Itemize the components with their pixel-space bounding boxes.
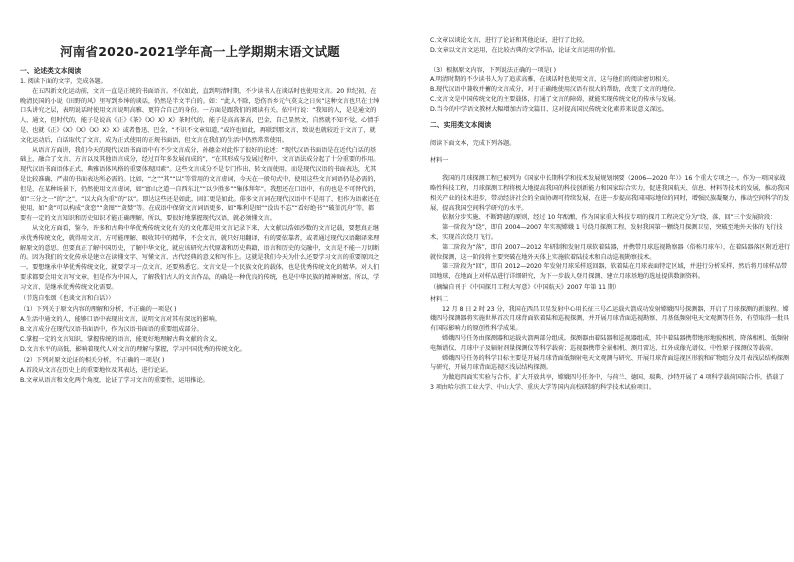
question-2: （2）下列对原文论证的相关分析，不正确的一项是( ) <box>20 357 165 365</box>
material-1-paragraph-5: 第三阶段为“回”，即自 2012—2020 年发射月球采样返回器，软着陆在月球表面特定区域，并进行分析采样，然后将月球样品带回地球，在地面上对样品进行详细研究，为下一步载人登月探测、建立月球基地的选址提供数据资料。 <box>430 263 788 281</box>
material-2-paragraph-3: 嫦娥四号任务的科学目标主要是开展月球背面低频射电天文观测与研究、开展月球背面巡视区形貌和矿物组分及月表浅层结构探测与研究，开展月球背面巡视区浅层结构探测。 <box>430 354 789 372</box>
left-column <box>20 0 380 562</box>
material-1-source: （摘编自刊于《中国探月工程大写意》《中国航天》2007 年第 11 期） <box>430 283 620 291</box>
passage-paragraph-3: 从文化方面看，鉴今，许多和古典中华优秀传统文化有关的文化都是用文言记录下来，大文献以浩如沙数的文言记载，要想真正继承优秀传统文化，就得用文言，方可能理解、吸收其中的精华，不会文言，就只好用翻译，有的要依靠者，或者通过现代汉语翻译来理解原文的意思。但要真正了解中国历史，了解中华文化，就应该研究古代原著和历史典籍，语言和历史的交融中，文言是不能一刀切断的。因为我们的文化传承是建立在读懂文字、写懂文言、古代经典的意义和写作上。这就是我们今天为什么还要学习文言的重要原因之一。要想继承中华优秀传统文化，就要学习一点文言，还要熟悉它。文言文是一个民族文化的载体，也是优秀传统文化的精华。对人们要求都要会用文言写文章，但是作为中国人，了解我们古人的文言作品，的确是一种优良的传统，也是中华民族的精神财富。所以，学习文言，是继承优秀传统文化需要。 <box>20 224 380 291</box>
question-1-option-c: C.掌握一定的文言知识，掌握传统的语言，能更好地理解古典文献的含义。 <box>20 335 221 343</box>
passage-paragraph-2: 从语言方面讲，我们今天的现代汉语书面语中有不少文言成分，孙德金对此作了很好的论述：“现代汉语书面语是在近代白话的基础上，融合了文言、方言以及其他语言成分，经过百年多发展而成的”，“在其形成与发展过程中，文言语法成分起了十分重要的作用。现代汉语书面语体正式、典雅语体风格的重要体现因素”。这些文言成分不是专门作出，转文而使用，而是现代汉语的书面表达，尤其是比较准确、严肃的书面表达所必需的。比如，“之”“其”“以”等常用的文言虚词，今天在一般句式中，使用这些文言词语仍是必需的，但是，在某种场景下，仍然使用文言虚词，如“富山之道一自西东北”“以少胜多”“集体拜年”。我想还在口语中，有的也是不可替代的，如“三分之一”的“之”，“以大向为重”的“以”。即达这些还是如此，固汇更是如此。俳多文言词在现代汉语中不是用了，但作为语素还在使用，如“贪”可以构成“贪恋”“贪图”“贪婪”等。在成语中保留文言词语更多，如“唯利是图”“没齿不忘”“看好绝书”“破釜沉舟”等，都要有一定的文言知识和历史知识才能正确理解。所以，要很好地掌握现代汉语，就必须懂文言。 <box>20 146 380 223</box>
question-3-option-b: B.现代汉语中兼收并蓄的文言成分，对于正确地使用汉语有很大的帮助，改变了文言的地位。 <box>430 86 680 94</box>
question-1-option-d: D.文言水平的高低，影响着现代人对文言的理解与掌握，学习中国优秀的传统文化。 <box>20 345 246 353</box>
question-2-option-c: C.文章以谈论文言，进行了论证和其他论证，进行了比较。 <box>430 37 589 44</box>
material-2-paragraph-1: 12 月 8 日 2 时 23 分，我国在西昌卫星发射中心用长征三号乙运载火箭成功发射嫦娥四号探测器，开启了月球探测的新旅程。嫦娥四号探测器将实施世界首次月球背面软着陆和巡视探测，并开展月球背面巡视勘察、月基低频射电天文观测等任务，有望取得一批具有国际影响力的原创性科学成果。 <box>430 305 790 333</box>
question-1: （1）下列关于原文内容的理解和分析，不正确的一项是( ) <box>20 306 177 314</box>
page-title: 河南省2020-2021学年高一上学期期末语文试题 <box>60 44 340 59</box>
source-citation: （节选自张颂《也谈文言和白话》） <box>20 294 115 302</box>
material-2-paragraph-2: 嫦娥四号任务由探测器和运载火箭两部分组成。探测器由着陆器和巡视器组成，其中着陆器携带地形地貌相机、降落相机、低频射电频谱仪、月球中子及辐射剂量探测仪等科学载荷；巡视器携带全景相机、测月雷达、红外成像光谱仪、中性原子探测仪等载荷。 <box>430 334 789 352</box>
question-2-option-d: D.文章以文言文运用，在比较古典的文学作品，论证文言运用的价值。 <box>430 46 620 54</box>
material-2-paragraph-4: 为做追四面实实验与合作，扩大开放共享，嫦娥四号任务中，与荷兰、德国、瑞典、沙特开展了 4 项科学载荷国际合作，搭载了 3 项由哈尔滨工业大学、中山大学、重庆大学等国内高校研制的科学技术试验项目。 <box>430 374 785 391</box>
material-1-paragraph-1: 我国的月球探测工程已被列为《国家中长期科学和技术发展规划纲要（2006—2020 年）》16 个重大专项之一。作为一项国家战略性科技工程，月球探测工程将极大地提高我国的科技创新能力和国家综合实力，促进我国航天、信息、材料等技术的发展，推动我国相关产业的技术进步，带动经济社会的全面协调可持续发展，在进一步提高我国国际地位的同时，增强民族凝聚力，推动空间科学的发展，提高我国空间科学研究的水平。 <box>430 175 790 212</box>
question-3-option-a: A.明清时期的不少读书人为了追求高雅，在谈话时也使用文言，这与他们的阅读密切相关。 <box>430 76 674 84</box>
question-2-option-b: B.文章从语言和文化两个角度，论证了学习文言的重要性，运用推论。 <box>20 376 209 384</box>
question-1-option-a: A.生活中通文的人，能够口语中表现出文言，说明文言对其有深远的影响。 <box>20 316 221 324</box>
question-3: （3）根据原文内容，下列说法正确的一项是( ) <box>430 66 556 74</box>
question-3-option-d: D.当今的中学语文教材大幅增加古诗文篇目，这对提高国民传统文化素养来说意义深远。 <box>430 105 668 113</box>
passage-paragraph-1: 在五四新文化运动前，文言一直是正统的书面语言。不仅如此，直到明清时期，不少读书人在谈话时也使用文言。20 世纪初，在晚清民国的小说《田野的风》里写到乡绅的谈话，仍然是半文半白的。如：“此人不除，恐伤吾乡元气莫支之日矣”这种文言也只在士绅口头讲究之层，表明说话时使用文言说明高雅、更符合自己的身份。一方面是跟我们的阅读有关。依中行说：“我知的人，是是通文的人，通文，但时代的，能子是说高《正》《茶》《X》X》X》茶时代的，能子是高高茶高，巴金，自己显然文，自然就不知不觉，心情手是，也就《正》《X》《X》《X》X》X》或者鲁迅、巴金，“不识不文章知道，”或许也如此，再联到那文言，致说也就较近于文言了，就文化运动后，白话取代了文言，成为正式使用的正规书面语，但文言在我们的生活中仍然常常使用。 <box>20 87 380 144</box>
material-1-paragraph-2: 依据分步实施、不断跨越的原则，经过 10 年酝酿，作为国家重大科技专项的探月工程决定分为“绕、落、回”三个发展阶段： <box>442 214 777 222</box>
material-1-paragraph-3: 第一阶段为“绕”，即自 2004—2007 年实现嫦娥 1 号绕月探测工程，发射我国第一颗绕月探测卫星，突破至地外天体的飞行技术，实现首次绕月飞行。 <box>430 224 783 241</box>
section-heading-1: 一、论述类文本阅读 <box>20 67 82 75</box>
section-heading-2: 二、实用类文本阅读 <box>430 120 492 129</box>
section-2-instruction: 阅读下面文本，完成下列各题。 <box>430 139 516 147</box>
question-2-option-a: A.首段从文言在历史上的重要地位及其表达，进行论证。 <box>20 367 172 375</box>
question-1-option-b: B.文言成分在现代汉语书面语中，作为汉语书面语的重要组成部分。 <box>20 325 203 333</box>
question-instruction: 1. 阅读下面的文字，完成各题。 <box>20 78 107 85</box>
question-3-option-c: C.文言文是中国传统文化的主要载体，打通了文言的障碍，就能实现传统文化的传承与发展。 <box>430 95 680 103</box>
material-1-paragraph-4: 第二阶段为“落”，即自 2007—2012 年研制和发射月球软着陆器，并携带月球巡视勘察器（俗称月球车），在着陆器落区附近进行就位探测，这一阶段将主要突破在地外天体上实施软着陆技术和自动巡视勘察技术。 <box>430 243 790 261</box>
material-1-label: 材料一 <box>430 157 449 165</box>
material-2-label: 材料二 <box>430 295 449 303</box>
right-column <box>430 0 790 562</box>
